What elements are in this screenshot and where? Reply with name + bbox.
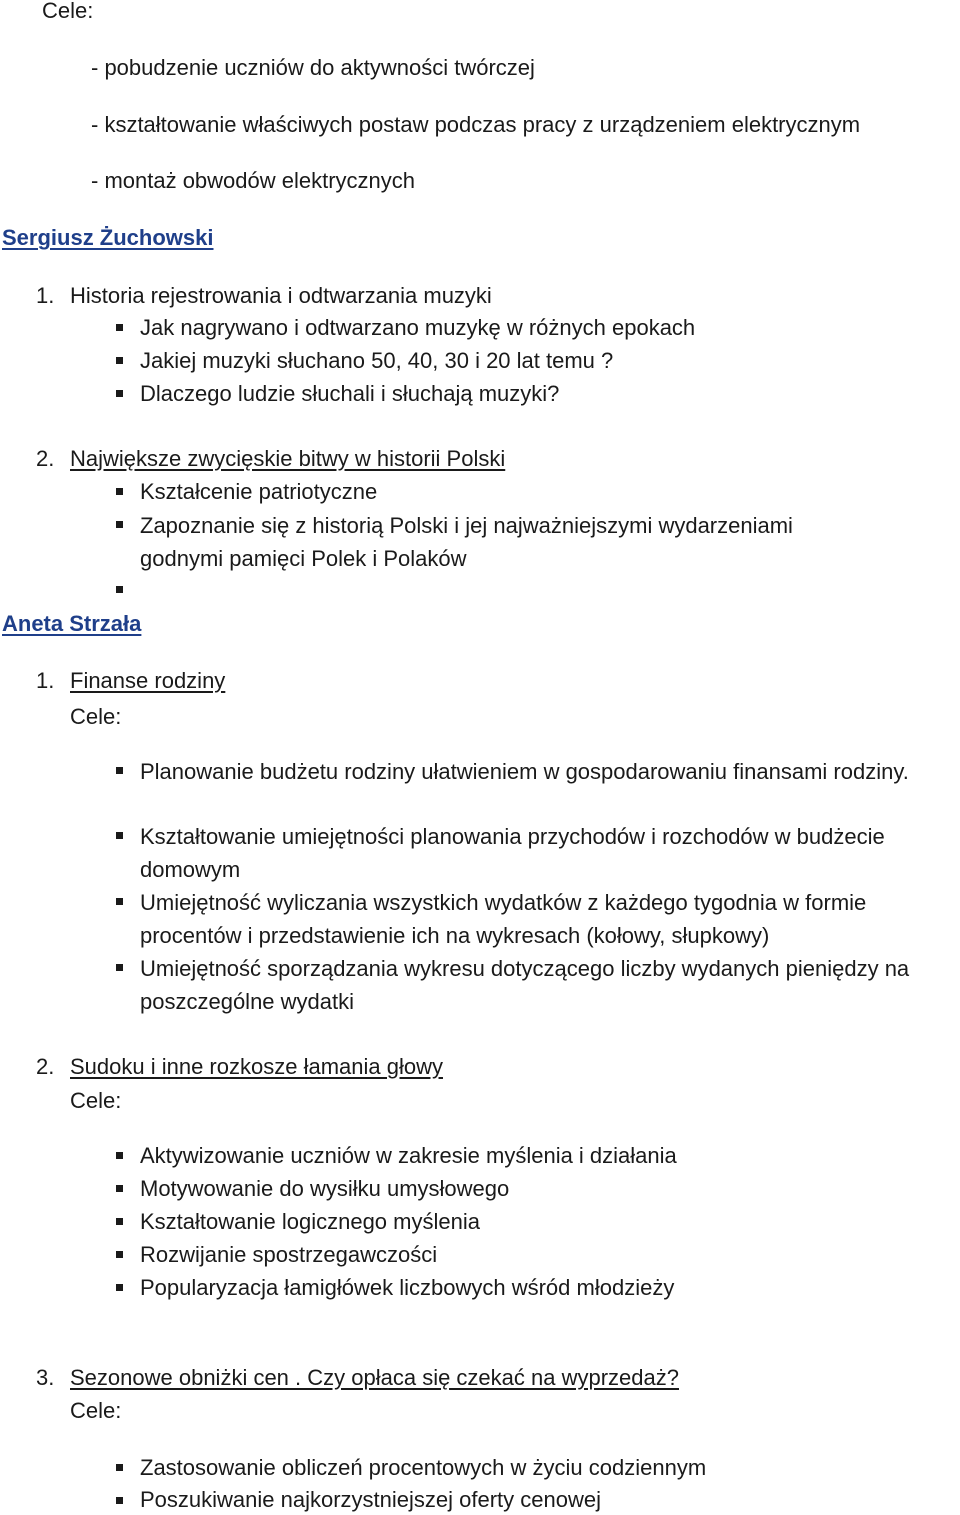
intro-goal: - montaż obwodów elektrycznych: [91, 168, 416, 193]
list-item: Jak nagrywano i odtwarzano muzykę w różnych epokach: [140, 315, 696, 340]
cele-label: Cele:: [70, 1088, 122, 1113]
topic-title: Sudoku i inne rozkosze łamania głowy: [70, 1054, 443, 1079]
topic-number: 2.: [36, 446, 55, 471]
cele-label: Cele:: [70, 704, 122, 729]
cele-label: Cele:: [70, 1398, 122, 1423]
bullet-icon: [116, 1218, 123, 1225]
topic-number: 1.: [36, 668, 55, 693]
topic-number: 3.: [36, 1365, 55, 1390]
topic-title: Historia rejestrowania i odtwarzania muzyki: [70, 283, 492, 308]
topic-number: 1.: [36, 283, 55, 308]
bullet-icon: [116, 324, 123, 331]
bullet-icon: [116, 767, 123, 774]
list-item: Rozwijanie spostrzegawczości: [140, 1242, 438, 1267]
list-item: Kształtowanie logicznego myślenia: [140, 1209, 480, 1234]
intro-goal: - pobudzenie uczniów do aktywności twórczej: [91, 55, 535, 80]
bullet-icon: [116, 586, 123, 593]
topic-number: 2.: [36, 1054, 55, 1079]
bullet-icon: [116, 1251, 123, 1258]
bullet-icon: [116, 488, 123, 495]
topic-title: Największe zwycięskie bitwy w historii Polski: [70, 446, 506, 471]
list-item: Motywowanie do wysiłku umysłowego: [140, 1176, 510, 1201]
list-item: Kształcenie patriotyczne: [140, 479, 378, 504]
list-item: Planowanie budżetu rodziny ułatwieniem w gospodarowaniu finansami rodziny.: [140, 759, 909, 784]
bullet-icon: [116, 832, 123, 839]
intro-cele-label: Cele:: [42, 0, 94, 23]
bullet-icon: [116, 1152, 123, 1159]
bullet-icon: [116, 390, 123, 397]
bullet-icon: [116, 357, 123, 364]
list-item: Zastosowanie obliczeń procentowych w życiu codziennym: [140, 1455, 707, 1480]
bullet-icon: [116, 521, 123, 528]
list-item: Jakiej muzyki słuchano 50, 40, 30 i 20 lat temu ?: [140, 348, 614, 373]
bullet-icon: [116, 1464, 123, 1471]
bullet-icon: [116, 1284, 123, 1291]
author-name: Aneta Strzała: [2, 611, 142, 636]
list-item: Popularyzacja łamigłówek liczbowych wśród młodzieży: [140, 1275, 675, 1300]
list-item: Poszukiwanie najkorzystniejszej oferty cenowej: [140, 1487, 601, 1512]
author-name: Sergiusz Żuchowski: [2, 225, 214, 250]
list-item: Dlaczego ludzie słuchali i słuchają muzyki?: [140, 381, 560, 406]
list-item: Kształtowanie umiejętności planowania przychodów i rozchodów w budżecie domowym: [140, 824, 885, 882]
bullet-icon: [116, 1497, 123, 1504]
bullet-icon: [116, 898, 123, 905]
topic-title: Finanse rodziny: [70, 668, 226, 693]
intro-goal: - kształtowanie właściwych postaw podczas pracy z urządzeniem elektrycznym: [91, 112, 861, 137]
bullet-icon: [116, 964, 123, 971]
bullet-icon: [116, 1185, 123, 1192]
list-item: Zapoznanie się z historią Polski i jej najważniejszymi wydarzeniami godnymi pamięci Polek i Polaków: [140, 513, 793, 571]
topic-title: Sezonowe obniżki cen . Czy opłaca się czekać na wyprzedaż?: [70, 1365, 679, 1390]
list-item: Umiejętność wyliczania wszystkich wydatków z każdego tygodnia w formie procentów i przedstawienie ich na wykresach (kołowy, słupkowy): [140, 890, 867, 948]
list-item: Aktywizowanie uczniów w zakresie myślenia i działania: [140, 1143, 677, 1168]
list-item: Umiejętność sporządzania wykresu dotyczącego liczby wydanych pieniędzy na poszczególne wydatki: [140, 956, 910, 1014]
